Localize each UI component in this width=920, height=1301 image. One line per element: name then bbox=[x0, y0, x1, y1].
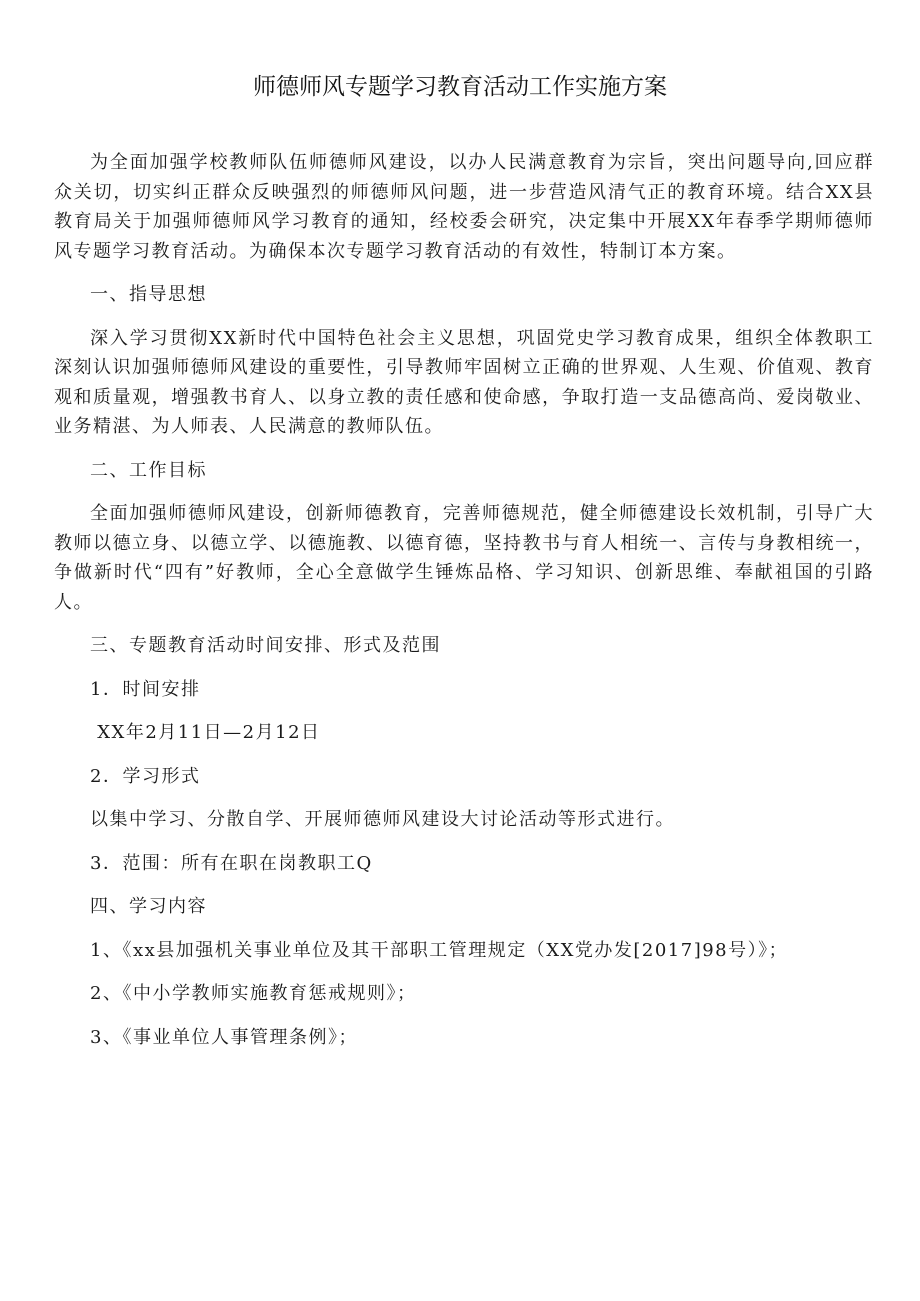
section-heading-work-goals: 二、工作目标 bbox=[90, 459, 207, 481]
document-title: 师德师风专题学习教育活动工作实施方案 bbox=[253, 74, 667, 100]
schedule-scope: 3．范围：所有在职在岗教职工Q bbox=[90, 852, 373, 874]
list-item: 1、《xx县加强机关事业单位及其干部职工管理规定（XX党办发[2017]98号）》； bbox=[90, 939, 789, 961]
list-item: 3、《事业单位人事管理条例》； bbox=[90, 1026, 358, 1048]
study-content-list bbox=[54, 936, 874, 1053]
list-item: 2、《中小学教师实施教育惩戒规则》； bbox=[90, 983, 417, 1004]
work-goals-paragraph: 全面加强师德师风建设，创新师德教育，完善师德规范，健全师德建设长效机制，引导广大教师以德立身、以德立学、以德施教、以德育德，坚持教书与育人相统一、言传与身教相统一，争做新时代“四有”好教师，全心全意做学生锤炼品格、学习知识、创新思维、奉献祖国的引路人。 bbox=[54, 503, 874, 613]
section-heading-guiding-ideology: 一、指导思想 bbox=[90, 284, 207, 305]
schedule-form-label: 2．学习形式 bbox=[90, 765, 201, 787]
section-heading-study-content: 四、学习内容 bbox=[90, 896, 207, 917]
schedule-form-value: 以集中学习、分散自学、开展师德师风建设大讨论活动等形式进行。 bbox=[90, 809, 675, 830]
document-body bbox=[54, 148, 874, 1066]
schedule-time-label: 1．时间安排 bbox=[90, 678, 201, 700]
guiding-ideology-paragraph: 深入学习贯彻XX新时代中国特色社会主义思想，巩固党史学习教育成果，组织全体教职工深刻认识加强师德师风建设的重要性，引导教师牢固树立正确的世界观、人生观、价值观、教育观和质量观，增强教书育人、以身立教的责任感和使命感，争取打造一支品德高尚、爱岗敬业、业务精湛、为人师表、人民满意的教师队伍。 bbox=[54, 327, 874, 437]
schedule-time-value: XX年2月11日—2月12日 bbox=[97, 722, 321, 743]
section-heading-schedule: 三、专题教育活动时间安排、形式及范围 bbox=[90, 635, 441, 656]
intro-paragraph: 为全面加强学校教师队伍师德师风建设，以办人民满意教育为宗旨，突出问题导向,回应群众关切，切实纠正群众反映强烈的师德师风问题，进一步营造风清气正的教育环境。结合XX县教育局关于加强师德师风学习教育的通知，经校委会研究，决定集中开展XX年春季学期师德师风专题学习教育活动。为确保本次专题学习教育活动的有效性，特制订本方案。 bbox=[54, 152, 874, 262]
